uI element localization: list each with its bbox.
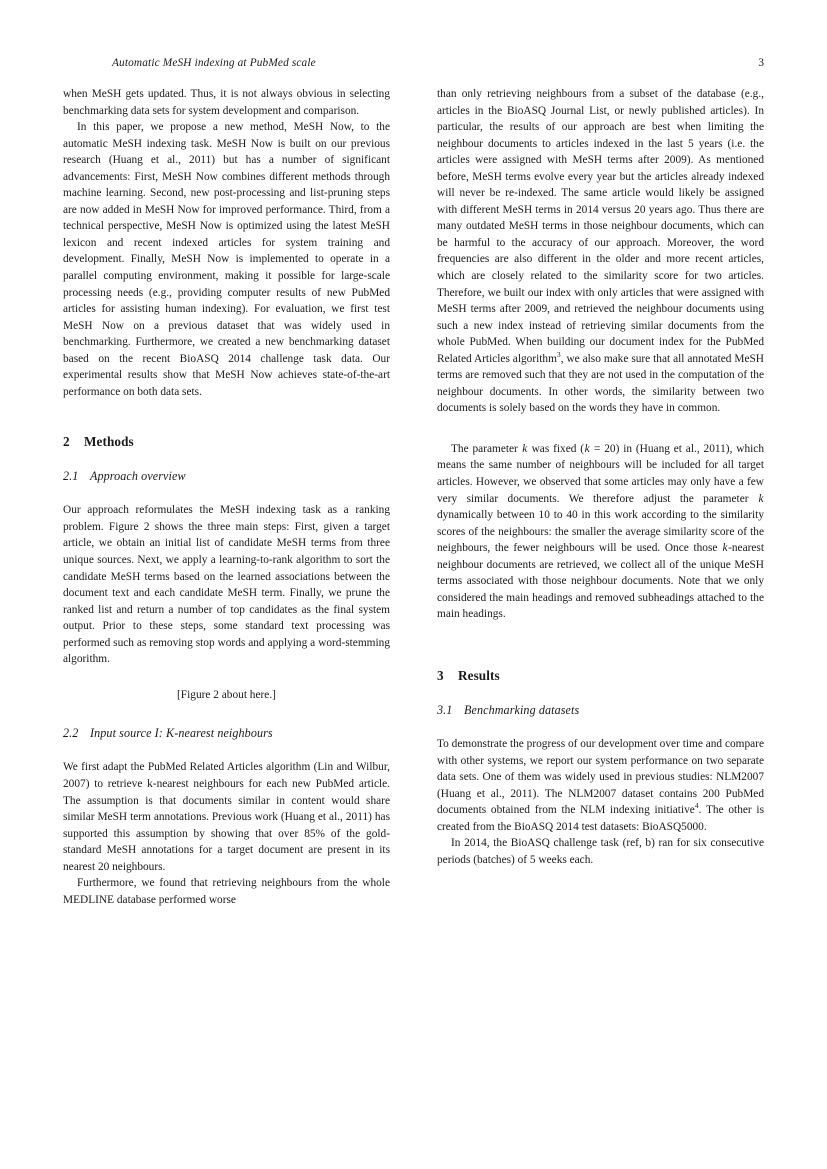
paragraph [437, 736, 764, 835]
paragraph: In this paper, we propose a new method, MeSH Now, to the automatic MeSH indexing task. MeSH Now is built on our previous research (Huang et al., 2011) but has a number of significant advancements: First, MeSH Now combines different methods through machine learning. Second, new post-processing and list-pruning steps are now added in MeSH Now for improved performance. Third, from a technical perspective, MeSH Now is optimized using the latest MeSH lexicon and recent indexed articles for system training and development. Finally, MeSH Now is implemented to operate in a parallel computing environment, making it possible for large-scale processing needs (e.g., providing computer results of new PubMed articles for assisting human indexing). For evaluation, we first test MeSH Now on a previous dataset that was widely used in benchmarking. Furthermore, we created a new benchmarking dataset based on the recent BioASQ 2014 challenge task data. Our experimental results show that MeSH Now achieves state-of-the-art performance on both data sets. [63, 121, 390, 398]
paragraph-continued [437, 86, 764, 417]
right-column [437, 86, 764, 1096]
spacer [437, 623, 764, 667]
spacer [63, 485, 390, 502]
spacer [63, 668, 390, 687]
section-heading-results [437, 667, 764, 685]
running-head-title: Automatic MeSH indexing at PubMed scale [112, 57, 316, 69]
paragraph: Our approach reformulates the MeSH indexing task as a ranking problem. Figure 2 shows the three main steps: First, given a target article, we obtain an initial list of candidate MeSH terms from three unique sources. Next, we apply a learning-to-rank algorithm to sort the candidate MeSH terms based on the learned associations between the document text and each candidate MeSH term. Finally, we prune the ranked list and return a number of top candidates as the final system output. Prior to these steps, some standard text processing was performed such as removing stop words and applying a word-stemming algorithm. [63, 504, 390, 666]
two-column-body [63, 86, 764, 1096]
paragraph-text-part-1: than only retrieving neighbours from a subset of the database (e.g., articles in the BioASQ Journal List, or newly published articles). In particular, the results of our approach are best when limiting the neighbour documents to articles indexed in the last 5 years (i.e. the articles were assigned with MeSH terms after 2009). As mentioned before, MeSH terms evolve every year but the articles already indexed will never be re-indexed. The same article would likely be assigned with different MeSH terms in 2014 versus 20 years ago. Thus there are many outdated MeSH terms in those neighbour documents, which can be harmful to the accuracy of our approach. Moreover, the word frequencies are also different in the older and more recent articles, which are closely related to the similarity score for two articles. Therefore, we built our index with only articles that were assigned with MeSH terms after 2009, and retrieved the neighbour documents using such a new index instead of retrieving similar documents from the whole PubMed. When building our document index for the PubMed Related Articles algorithm [437, 88, 764, 365]
section-number: 3 [437, 667, 444, 683]
left-column [63, 86, 390, 1096]
spacer [63, 742, 390, 759]
section-title: Methods [84, 434, 134, 450]
subsection-heading-approach-overview [63, 468, 390, 485]
subsection-title: Benchmarking datasets [464, 702, 580, 717]
spacer [63, 451, 390, 468]
math-variable-k: k [758, 492, 764, 505]
figure-placeholder: [Figure 2 about here.] [177, 688, 276, 701]
spacer [437, 685, 764, 702]
subsection-number: 3.1 [437, 702, 453, 717]
spacer [437, 719, 764, 736]
text-run: -nearest neighbour documents are retrieved, we collect all of the unique MeSH terms associated with those neighbour documents. Note that we only considered the main headings and removed subheadings attached to the main headings. [437, 542, 764, 621]
spacer [437, 417, 764, 441]
subsection-title: Input source I: K-nearest neighbours [90, 726, 273, 741]
text-run: was fixed ( [527, 442, 585, 455]
paragraph-text-part-2: . The other is created from the BioASQ 2014 test datasets: BioASQ5000. [437, 804, 764, 833]
section-heading-methods [63, 433, 390, 451]
paragraph: Furthermore, we found that retrieving neighbours from the whole MEDLINE database performed worse [63, 877, 390, 906]
running-head [63, 56, 764, 74]
spacer [63, 703, 390, 725]
section-number: 2 [63, 434, 70, 450]
spacer [63, 400, 390, 433]
paragraph-continued: when MeSH gets updated. Thus, it is not always obvious in selecting benchmarking data sets for system development and comparison. [63, 88, 390, 117]
footnote-marker-3: 3 [556, 349, 561, 359]
paragraph: We first adapt the PubMed Related Articles algorithm (Lin and Wilbur, 2007) to retrieve k-nearest neighbours for each new PubMed article. The assumption is that documents similar in content would share similar MeSH term annotations. Previous work (Huang et al., 2011) has supported this assumption by showing that over 85% of the gold-standard MeSH annotations for a target document are present in its nearest 20 neighbours. [63, 761, 390, 873]
subsection-heading-knearest [63, 725, 390, 742]
math-variable-k: k [722, 542, 728, 555]
math-variable-k: k [522, 442, 528, 455]
section-title: Results [458, 667, 500, 683]
footnote-marker-4: 4 [694, 801, 699, 811]
subsection-title: Approach overview [90, 469, 186, 484]
math-variable-k: k [584, 442, 590, 455]
subsection-number: 2.2 [63, 726, 79, 741]
paragraph-text-part-1: To demonstrate the progress of our development over time and compare with other systems, we report our system performance on two separate data sets. One of them was widely used in previous studies: NLM2007 (Huang et al., 2011). The NLM2007 dataset contains 200 PubMed documents obtained from the NLM indexing initiative [437, 737, 764, 817]
paragraph: In 2014, the BioASQ challenge task (ref, b) ran for six consecutive periods (batches) of 5 weeks each. [437, 837, 764, 866]
subsection-heading-benchmarking-datasets [437, 702, 764, 719]
subsection-number: 2.1 [63, 469, 79, 484]
paragraph-text-part-2: , we also make sure that all annotated MeSH terms are removed such that they are not used in the computation of the neighbour documents. In other words, the similarity between two documents is solely based on the words they have in common. [437, 352, 764, 415]
text-run: The parameter [451, 442, 522, 455]
text-run: dynamically between 10 to 40 in this work according to the similarity scores of the neighbours: the smaller the average similarity score of the neighbours, the fewer neighbours will be used. Once those [437, 509, 764, 555]
text-run: = 20) in (Huang et al., 2011), which means the same number of neighbours will be included for all target articles. However, we observed that some articles may only have a few very similar documents. We therefore adjust the parameter [437, 442, 764, 505]
paragraph [437, 441, 764, 623]
page-number: 3 [758, 56, 764, 69]
